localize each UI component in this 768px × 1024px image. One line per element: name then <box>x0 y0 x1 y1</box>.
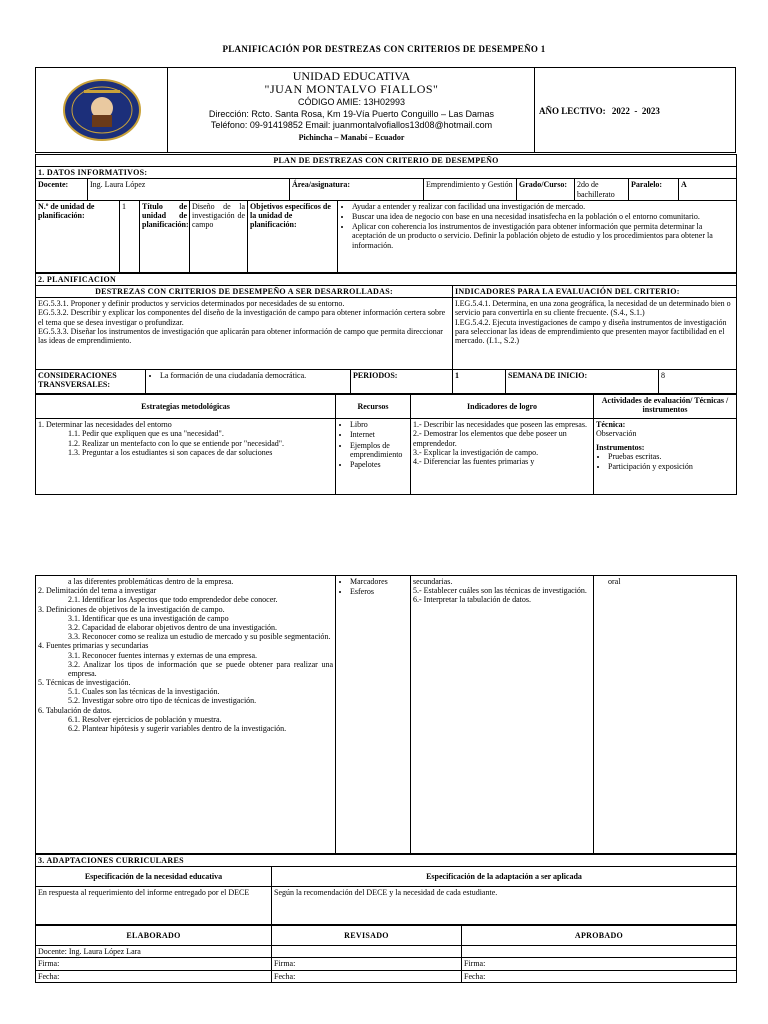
evaluacion-oral: oral <box>608 577 621 586</box>
estrategia-line: 3.2. Capacidad de elaborar objetivos dentro de una investigación. <box>68 622 278 632</box>
estrategias-cell-p2 <box>36 576 336 854</box>
section-adaptaciones: 3. ADAPTACIONES CURRICULARES <box>36 855 737 867</box>
logro-item: 5.- Establecer cuáles son las técnicas de investigación. <box>413 586 587 596</box>
estrategia-line: 1.2. Realizar un mentefacto con lo que se entiende por "necesidad". <box>68 438 285 448</box>
adaptacion-header-1: Especificación de la necesidad educativa <box>36 867 272 887</box>
fecha-aprobado: Fecha: <box>462 970 737 982</box>
planificacion-table <box>35 273 737 394</box>
firma-elaborado: Firma: <box>36 958 272 970</box>
school-logo <box>36 68 168 152</box>
section-datos: 1. DATOS INFORMATIVOS: <box>36 167 737 179</box>
estrategia-line: 6.1. Resolver ejercicios de población y muestra. <box>68 714 222 724</box>
section-planificacion: 2. PLANIFICACION <box>36 273 737 285</box>
revisado-docente <box>272 946 462 958</box>
estrategia-line: 1.3. Preguntar a los estudiantes si son capaces de dar soluciones <box>68 447 273 457</box>
elaborado-header: ELABORADO <box>36 926 272 946</box>
destrezas-header: DESTREZAS CON CRITERIOS DE DESEMPEÑO A SER DESARROLLADAS: <box>36 285 453 297</box>
phone-email: Teléfono: 09-91419852 Email: juanmontalvofiallos13d08@hotmail.com <box>210 120 493 130</box>
evaluacion-cell-p1 <box>594 419 737 495</box>
estrategia-line: a las diferentes problemáticas dentro de la empresa. <box>68 577 234 586</box>
school-name-2: "JUAN MONTALVO FIALLOS" <box>264 82 439 96</box>
destreza-item: EG.5.3.1. Proponer y definir productos y servicios determinados por necesidades de su entorno. <box>38 299 345 309</box>
logro-item: 2.- Demostrar los elementos que debe poseer un emprendedor. <box>413 429 567 448</box>
estrategia-line: 6. Tabulación de datos. <box>38 705 112 715</box>
indicador-item: I.EG.5.4.2. Ejecuta investigaciones de campo y diseña instrumentos de investigación para seleccionar las ideas de emprendimiento que presenten mayor factibilidad en el mercado. (I.1., S.2.) <box>455 317 727 345</box>
estrategia-line: 3. Definiciones de objetivos de la investigación de campo. <box>38 604 225 614</box>
recursos-cell-p2 <box>336 576 411 854</box>
tecnica-label: Técnica: <box>596 420 626 430</box>
indicadores-cell <box>453 298 737 370</box>
area-value: Emprendimiento y Gestión <box>424 179 517 200</box>
firma-aprobado: Firma: <box>462 958 737 970</box>
estrategia-line: 2. Delimitación del tema a investigar <box>38 586 157 596</box>
recurso-item: • Libro <box>350 420 408 429</box>
periodos-label: PERIODOS: <box>351 370 453 394</box>
datos-table <box>35 154 737 273</box>
year-value: 2022 - 2023 <box>611 106 660 116</box>
recurso-item: • Marcadores <box>350 577 408 586</box>
revisado-header: REVISADO <box>272 926 462 946</box>
estrategia-line: 2.1. Identificar los Aspectos que todo emprendedor debe conocer. <box>68 595 278 605</box>
tecnica-value: Observación <box>596 429 637 439</box>
paralelo-label: Paralelo: <box>629 179 679 200</box>
plan-title: PLAN DE DESTREZAS CON CRITERIO DE DESEMPEÑO <box>36 155 737 167</box>
semana-value: 8 <box>659 370 737 394</box>
location: Pichincha – Manabí – Ecuador <box>298 133 405 142</box>
recurso-item: • Papelotes <box>350 460 408 469</box>
estrategias-cell-p1 <box>36 419 336 495</box>
instrumento-item: • Pruebas escritas. <box>608 452 734 461</box>
estrategia-line: 1.1. Pedir que expliquen que es una "necesidad". <box>68 429 224 439</box>
logo-cell <box>36 68 168 152</box>
strategies-table-p1 <box>35 394 737 495</box>
objetivos-label: Objetivos específicos de la unidad de planificación: <box>248 200 338 272</box>
adaptacion-header-2: Especificación de la adaptación a ser aplicada <box>272 867 737 887</box>
firmas-table <box>35 925 737 983</box>
indicador-item: I.EG.5.4.1. Determina, en una zona geográfica, la necesidad de un determinado bien o servicio para convertirla en su cliente frecuente. (S.4., S.1.) <box>455 299 731 318</box>
adaptacion-value-1: En respuesta al requerimiento del informe entregado por el DECE <box>36 887 272 925</box>
adaptaciones-table <box>35 854 737 925</box>
estrategia-line: 3.1. Reconocer fuentes internas y externas de una empresa. <box>68 650 258 660</box>
destreza-item: EG.5.3.3. Diseñar los instrumentos de investigación que aplicarán para obtener información de campo que permita direccionar las ideas de emprendimiento. <box>38 326 443 345</box>
address: Dirección: Rcto. Santa Rosa, Km 19-Vía Puerto Conguillo – Las Damas <box>208 109 495 119</box>
indicadores-logro-cell-p1 <box>411 419 594 495</box>
docente-value: Ing. Laura López <box>88 179 290 200</box>
estrategia-line: 6.2. Plantear hipótesis y sugerir variables dentro de la investigación. <box>68 724 287 733</box>
amie-code: CÓDIGO AMIE: 13H02993 <box>297 97 406 107</box>
recursos-cell-p1 <box>336 419 411 495</box>
estrategia-line: 3.2. Analizar los tipos de información que se puede obtener para realizar una empresa. <box>68 659 333 678</box>
semana-label: SEMANA DE INICIO: <box>506 370 659 394</box>
objetivo-item: • Aplicar con coherencia los instrumentos de investigación para obtener información que permita determinar la aceptación de un producto o servicio. Definir la población objeto de estudio y los procedimientos para obtener la información. <box>352 222 734 250</box>
objetivo-item: • Ayudar a entender y realizar con facilidad una investigación de mercado. <box>352 202 734 211</box>
col-evaluacion: Actividades de evaluación/ Técnicas / instrumentos <box>594 395 737 419</box>
indicadores-logro-cell-p2 <box>411 576 594 854</box>
adaptacion-value-2: Según la recomendación del DECE y la necesidad de cada estudiante. <box>272 887 737 925</box>
estrategia-line: 4. Fuentes primarias y secundarias <box>38 641 149 651</box>
school-year <box>539 106 660 116</box>
estrategia-line: 5. Técnicas de investigación. <box>38 678 131 688</box>
estrategia-line: 3.1. Identificar que es una investigación de campo <box>68 613 229 623</box>
destreza-item: EG.5.3.2. Describir y explicar los componentes del diseño de la investigación de campo para obtener información certera sobre el tema que se desea investigar o profundizar. <box>38 308 446 327</box>
area-label: Área/asignatura: <box>290 179 424 200</box>
consideraciones-cell <box>146 370 351 394</box>
evaluacion-cell-p2 <box>594 576 737 854</box>
grado-label: Grado/Curso: <box>517 179 575 200</box>
consideraciones-label: CONSIDERACIONES TRANSVERSALES: <box>36 370 146 394</box>
logro-item: 6.- Interpretar la tabulación de datos. <box>413 595 531 605</box>
school-info <box>169 68 535 152</box>
estrategia-line: 5.2. Investigar sobre otro tipo de técnicas de investigación. <box>68 696 257 706</box>
logro-item: secundarias. <box>413 577 453 586</box>
year-label: AÑO LECTIVO: <box>539 106 606 116</box>
header-box <box>35 67 736 153</box>
logro-item: 1.- Describir las necesidades que poseen las empresas. <box>413 420 587 430</box>
document-body-bottom <box>35 575 736 983</box>
titulo-value: Diseño de la investigación de campo <box>190 200 248 272</box>
logro-item: 4.- Diferenciar las fuentes primarias y <box>413 456 535 466</box>
grado-value: 2do de bachillerato <box>575 179 629 200</box>
strategies-table-p2 <box>35 575 737 854</box>
periodos-value: 1 <box>453 370 506 394</box>
estrategia-line: 5.1. Cuales son las técnicas de la investigación. <box>68 687 220 697</box>
aprobado-header: APROBADO <box>462 926 737 946</box>
page-break-gap <box>0 502 768 574</box>
docente-label: Docente: <box>36 179 88 200</box>
objetivo-item: • Buscar una idea de negocio con base en una necesidad insatisfecha en la población o el entorno comunitario. <box>352 212 734 221</box>
indicadores-header: INDICADORES PARA LA EVALUACIÓN DEL CRITERIO: <box>453 285 737 297</box>
col-indicadores-logro: Indicadores de logro <box>411 395 594 419</box>
col-estrategias: Estrategias metodológicas <box>36 395 336 419</box>
fecha-elaborado: Fecha: <box>36 970 272 982</box>
recurso-item: • Ejemplos de emprendimiento <box>350 441 408 459</box>
paralelo-value: A <box>679 179 737 200</box>
estrategia-line: 3.3. Reconocer como se realiza un estudio de mercado y su posible segmentación. <box>68 632 331 642</box>
instrumento-item: • Participación y exposición <box>608 462 734 471</box>
consideraciones-value: • La formación de una ciudadanía democrática. <box>160 371 348 380</box>
firma-revisado: Firma: <box>272 958 462 970</box>
aprobado-docente <box>462 946 737 958</box>
docente-firma: Docente: Ing. Laura López Lara <box>36 946 272 958</box>
unidad-value: 1 <box>120 200 140 272</box>
document-body-top <box>35 154 736 495</box>
destrezas-cell <box>36 298 453 370</box>
estrategia-line: 1. Determinar las necesidades del entorno <box>38 420 172 430</box>
unidad-label: N.º de unidad de planificación: <box>36 200 120 272</box>
col-recursos: Recursos <box>336 395 411 419</box>
recurso-item: • Esferos <box>350 587 408 596</box>
page-title: PLANIFICACIÓN POR DESTREZAS CON CRITERIOS DE DESEMPEÑO 1 <box>222 44 546 54</box>
logro-item: 3.- Explicar la investigación de campo. <box>413 447 539 457</box>
school-name: UNIDAD EDUCATIVA <box>292 69 411 83</box>
fecha-revisado: Fecha: <box>272 970 462 982</box>
objetivos-list <box>338 200 737 272</box>
titulo-label: Título de unidad de planificación: <box>140 200 190 272</box>
recurso-item: • Internet <box>350 430 408 439</box>
instrumentos-label: Instrumentos: <box>596 442 645 452</box>
